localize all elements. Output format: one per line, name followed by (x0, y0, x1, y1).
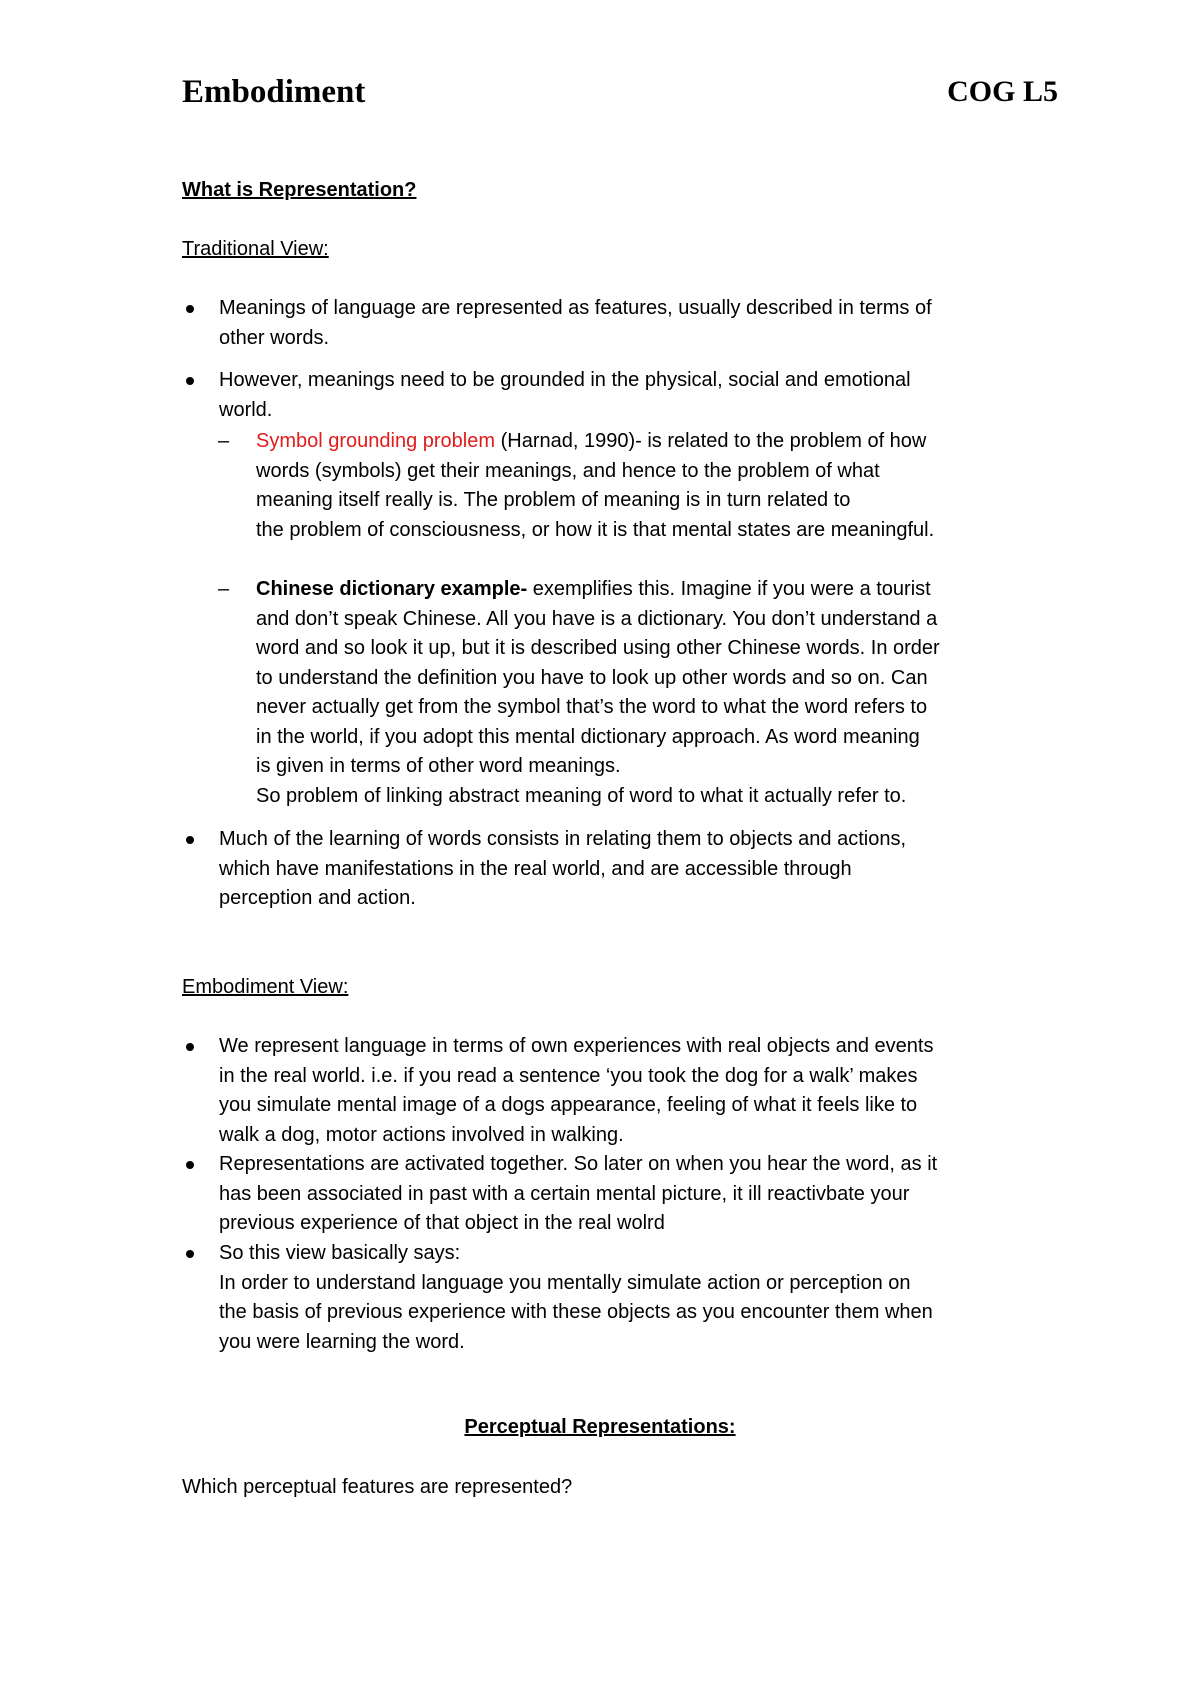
embodiment-bullet-3 (219, 1239, 933, 1357)
text-line: the problem of consciousness, or how it is that mental states are meaningful. (256, 518, 935, 541)
document-title: Embodiment (182, 74, 366, 110)
bullet-icon (186, 305, 194, 313)
text-line: In order to understand language you mentally simulate action or perception on (219, 1271, 911, 1294)
heading-traditional-view: Traditional View: (182, 238, 329, 260)
text-line: perception and action. (219, 887, 416, 909)
text-line: However, meanings need to be grounded in the physical, social and emotional (219, 369, 911, 391)
text-line: has been associated in past with a certain mental picture, it ill reactivbate your (219, 1182, 910, 1205)
text-line: the basis of previous experience with these objects as you encounter them when (219, 1301, 933, 1323)
text-line: word and so look it up, but it is described using other Chinese words. In order (256, 637, 940, 659)
bullet-icon (186, 836, 194, 844)
bullet-icon (186, 1250, 194, 1258)
text-line: Meanings of language are represented as features, usually described in terms of (219, 297, 932, 319)
text-line: which have manifestations in the real world, and are accessible through (219, 857, 852, 880)
dash-icon: – (218, 578, 230, 600)
text-line: is given in terms of other word meanings. (256, 755, 621, 777)
text-line: words (symbols) get their meanings, and hence to the problem of what (256, 459, 880, 482)
text-line: in the world, if you adopt this mental dictionary approach. As word meaning (256, 725, 920, 748)
text-line (256, 575, 940, 605)
text-line: you were learning the word. (219, 1330, 465, 1353)
traditional-bullet-2 (219, 366, 911, 425)
text-span: exemplifies this. Imagine if you were a tourist (527, 578, 931, 600)
heading-what-is-representation: What is Representation? (182, 179, 417, 201)
text-line: meaning itself really is. The problem of meaning is in turn related to (256, 489, 851, 511)
text-line: to understand the definition you have to look up other words and so on. Can (256, 666, 928, 689)
dash-icon: – (218, 430, 230, 452)
embodiment-bullet-1 (219, 1032, 933, 1150)
text-line: and don’t speak Chinese. All you have is a dictionary. You don’t understand a (256, 607, 938, 630)
text-line: previous experience of that object in the real wolrd (219, 1212, 665, 1234)
bullet-icon (186, 1161, 194, 1169)
text-span: (Harnad, 1990)- is related to the problem of how (495, 430, 927, 452)
text-line: other words. (219, 326, 330, 349)
text-line (256, 427, 934, 457)
text-line: in the real world. i.e. if you read a sentence ‘you took the dog for a walk’ makes (219, 1064, 918, 1087)
course-code: COG L5 (947, 75, 1058, 108)
text-line: never actually get from the symbol that’s the word to what the word refers to (256, 696, 928, 718)
sub-bullet-symbol-grounding (256, 427, 934, 545)
traditional-bullet-3 (219, 825, 906, 914)
bullet-icon (186, 1043, 194, 1051)
text-line: walk a dog, motor actions involved in walking. (219, 1123, 624, 1146)
text-line: you simulate mental image of a dogs appearance, feeling of what it feels like to (219, 1094, 918, 1116)
sub-bullet-chinese-dictionary (256, 575, 940, 811)
text-line: world. (219, 398, 273, 421)
bullet-icon (186, 377, 194, 385)
text-line: We represent language in terms of own experiences with real objects and events (219, 1035, 934, 1057)
text-line: Representations are activated together. So later on when you hear the word, as it (219, 1153, 938, 1175)
symbol-grounding-term: Symbol grounding problem (256, 430, 496, 452)
traditional-bullet-1 (219, 294, 932, 353)
chinese-dictionary-term: Chinese dictionary example- (256, 578, 528, 600)
heading-perceptual-representations: Perceptual Representations: (464, 1416, 736, 1438)
heading-embodiment-view: Embodiment View: (182, 976, 349, 998)
text-line: Much of the learning of words consists in relating them to objects and actions, (219, 828, 907, 850)
text-line: So this view basically says: (219, 1242, 461, 1264)
perceptual-question: Which perceptual features are represented? (182, 1476, 573, 1498)
text-line: So problem of linking abstract meaning of word to what it actually refer to. (256, 784, 907, 807)
embodiment-bullet-2 (219, 1150, 937, 1239)
